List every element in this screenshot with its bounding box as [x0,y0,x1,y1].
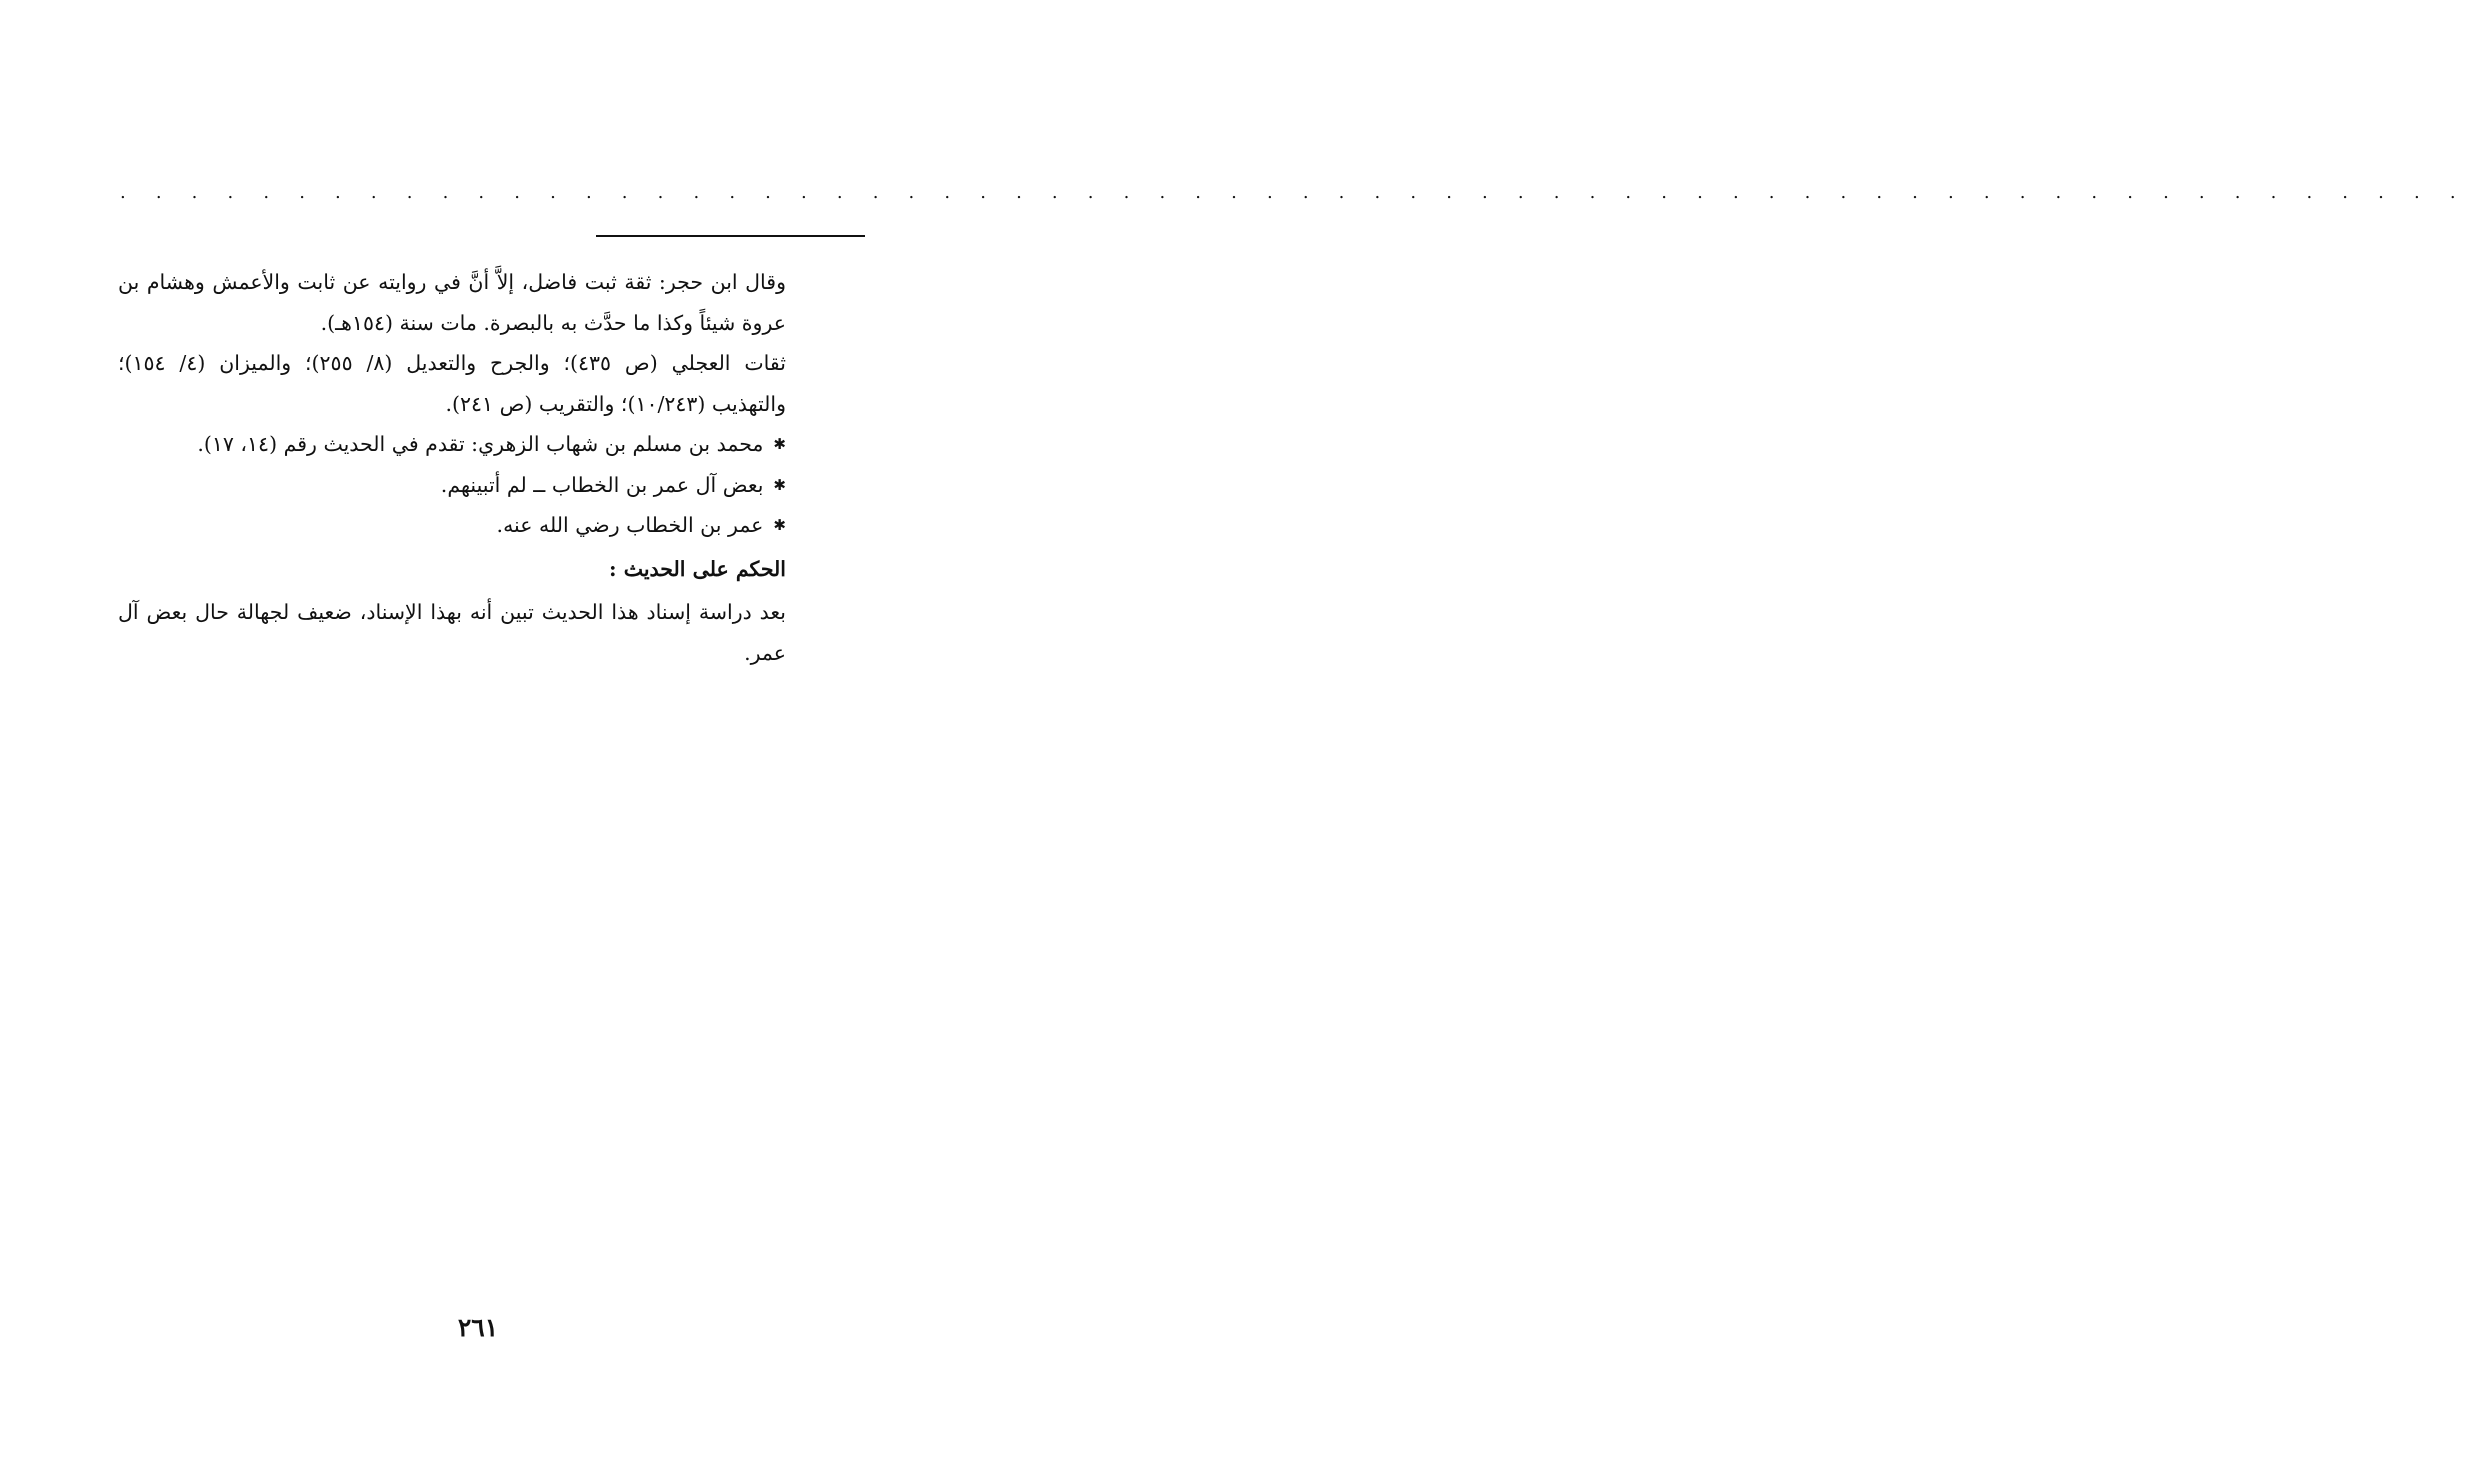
narrator-item [118,465,786,506]
asterisk-icon: ✱ [773,516,786,534]
asterisk-icon: ✱ [773,435,786,453]
asterisk-icon: ✱ [773,475,786,494]
page-number: ٢٦١ [457,1313,499,1342]
narrator-item [118,424,786,465]
page-body [118,262,786,673]
narrator-item-text: بعض آل عمر بن الخطاب ــ لم أتبينهم. [440,472,764,497]
footnote-rule [596,235,865,237]
narrator-references: ثقات العجلي (ص ٤٣٥)؛ والجرح والتعديل (٨/ ٢٥٥)؛ والميزان (٤/ ١٥٤)؛ والتهذيب (١٠/٢٤٣)؛ والتقريب (ص ٢٤١). [118,351,786,416]
narrator-item [118,505,786,546]
narrator-item-text: محمد بن مسلم بن شهاب الزهري: تقدم في الحديث رقم (١٤، ١٧). [197,432,764,456]
narrator-description: وقال ابن حجر: ثقة ثبت فاضل، إلاَّ أنَّ في روايته عن ثابت والأعمش وهشام بن عروة شيئاً وكذا ما حدَّث به بالبصرة. مات سنة (١٥٤هـ). [118,270,786,335]
verdict-paragraph: بعد دراسة إسناد هذا الحديث تبين أنه بهذا الإسناد، ضعيف لجهالة حال بعض آل عمر. [118,600,786,665]
section-heading: الحكم على الحديث : [609,556,786,581]
dotted-separator: . . . . . . . . . . . . . . . . . . . . . . . . . . . . . . . . . . . . . . . . . . . . . . . . . . . . . . . . . . . . . . . . . . [120,182,2468,203]
narrator-item-text: عمر بن الخطاب رضي الله عنه. [496,513,764,537]
